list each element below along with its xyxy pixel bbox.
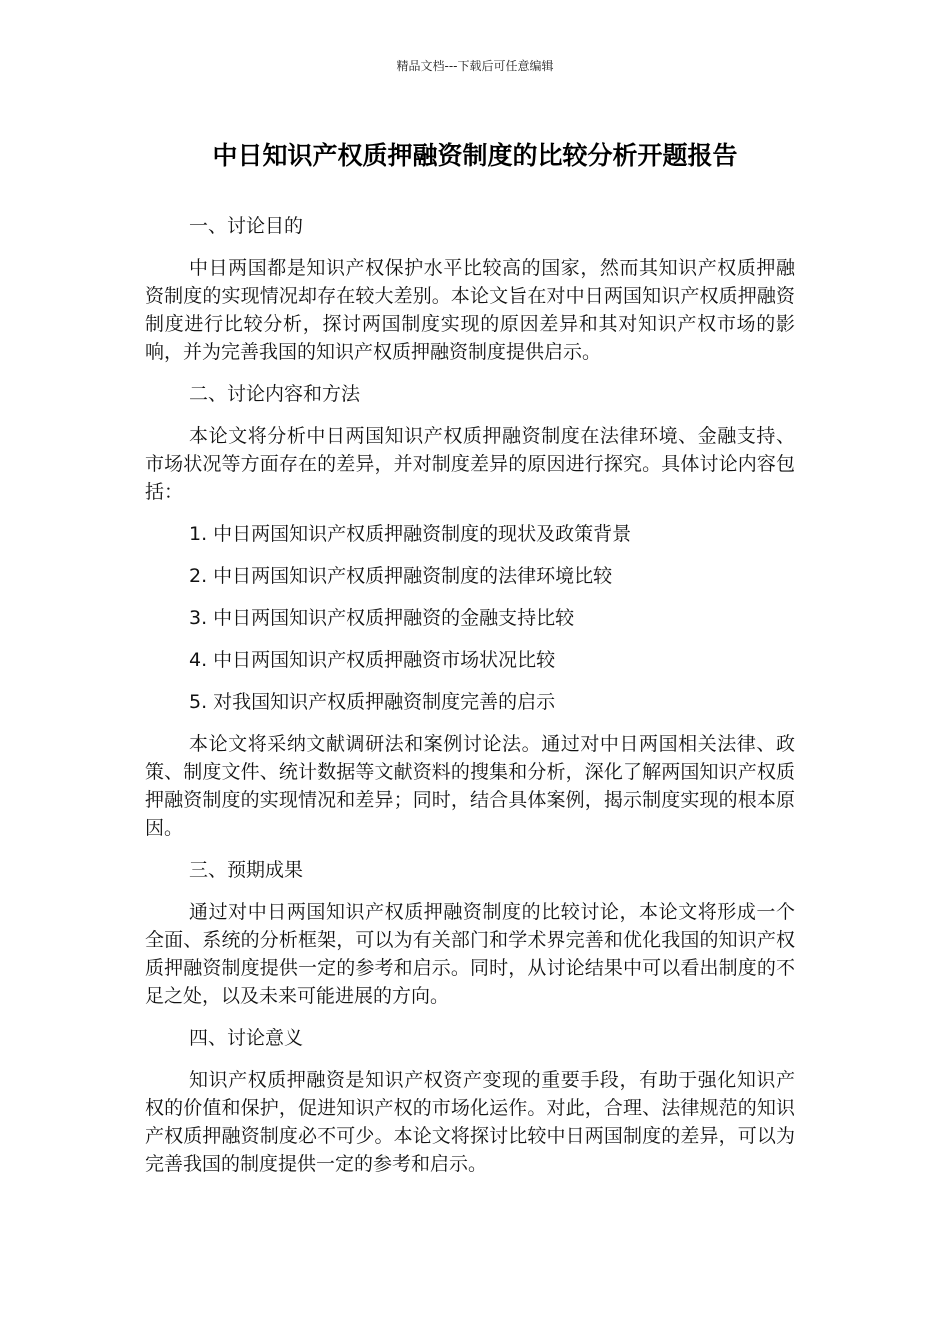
header-note: 精品文档---下载后可任意编辑 (396, 59, 554, 73)
paragraph-expected-results: 通过对中日两国知识产权质押融资制度的比较讨论，本论文将形成一个全面、系统的分析框架，可以为有关部门和学术界完善和优化我国的知识产权质押融资制度提供一定的参考和启示。同时，从讨论结果中可以看出制度的不足之处，以及未来可能进展的方向。 (145, 901, 795, 1007)
paragraph-method: 本论文将采纳文献调研法和案例讨论法。通过对中日两国相关法律、政策、制度文件、统计数据等文献资料的搜集和分析，深化了解两国知识产权质押融资制度的实现情况和差异；同时，结合具体案例，揭示制度实现的根本原因。 (145, 733, 795, 839)
paragraph-purpose: 中日两国都是知识产权保护水平比较高的国家，然而其知识产权质押融资制度的实现情况却存在较大差别。本论文旨在对中日两国知识产权质押融资制度进行比较分析，探讨两国制度实现的原因差异和其对知识产权市场的影响，并为完善我国的知识产权质押融资制度提供启示。 (145, 257, 795, 363)
section-heading-expected-results: 三、预期成果 (189, 859, 304, 881)
list-item: 5. 对我国知识产权质押融资制度完善的启示 (189, 691, 556, 713)
list-item: 2. 中日两国知识产权质押融资制度的法律环境比较 (189, 565, 613, 587)
paragraph-significance: 知识产权质押融资是知识产权资产变现的重要手段，有助于强化知识产权的价值和保护，促进知识产权的市场化运作。对此，合理、法律规范的知识产权质押融资制度必不可少。本论文将探讨比较中日两国制度的差异，可以为完善我国的制度提供一定的参考和启示。 (145, 1069, 795, 1175)
document-body (145, 212, 795, 1192)
list-item: 3. 中日两国知识产权质押融资的金融支持比较 (189, 607, 575, 629)
section-heading-content-method: 二、讨论内容和方法 (189, 383, 361, 405)
document-title: 中日知识产权质押融资制度的比较分析开题报告 (212, 141, 738, 170)
list-item: 4. 中日两国知识产权质押融资市场状况比较 (189, 649, 556, 671)
content-list (145, 520, 795, 716)
list-item: 1. 中日两国知识产权质押融资制度的现状及政策背景 (189, 523, 632, 545)
paragraph-content: 本论文将分析中日两国知识产权质押融资制度在法律环境、金融支持、市场状况等方面存在的差异，并对制度差异的原因进行探究。具体讨论内容包括： (145, 425, 795, 503)
section-heading-purpose: 一、讨论目的 (189, 215, 304, 237)
section-heading-significance: 四、讨论意义 (189, 1027, 304, 1049)
